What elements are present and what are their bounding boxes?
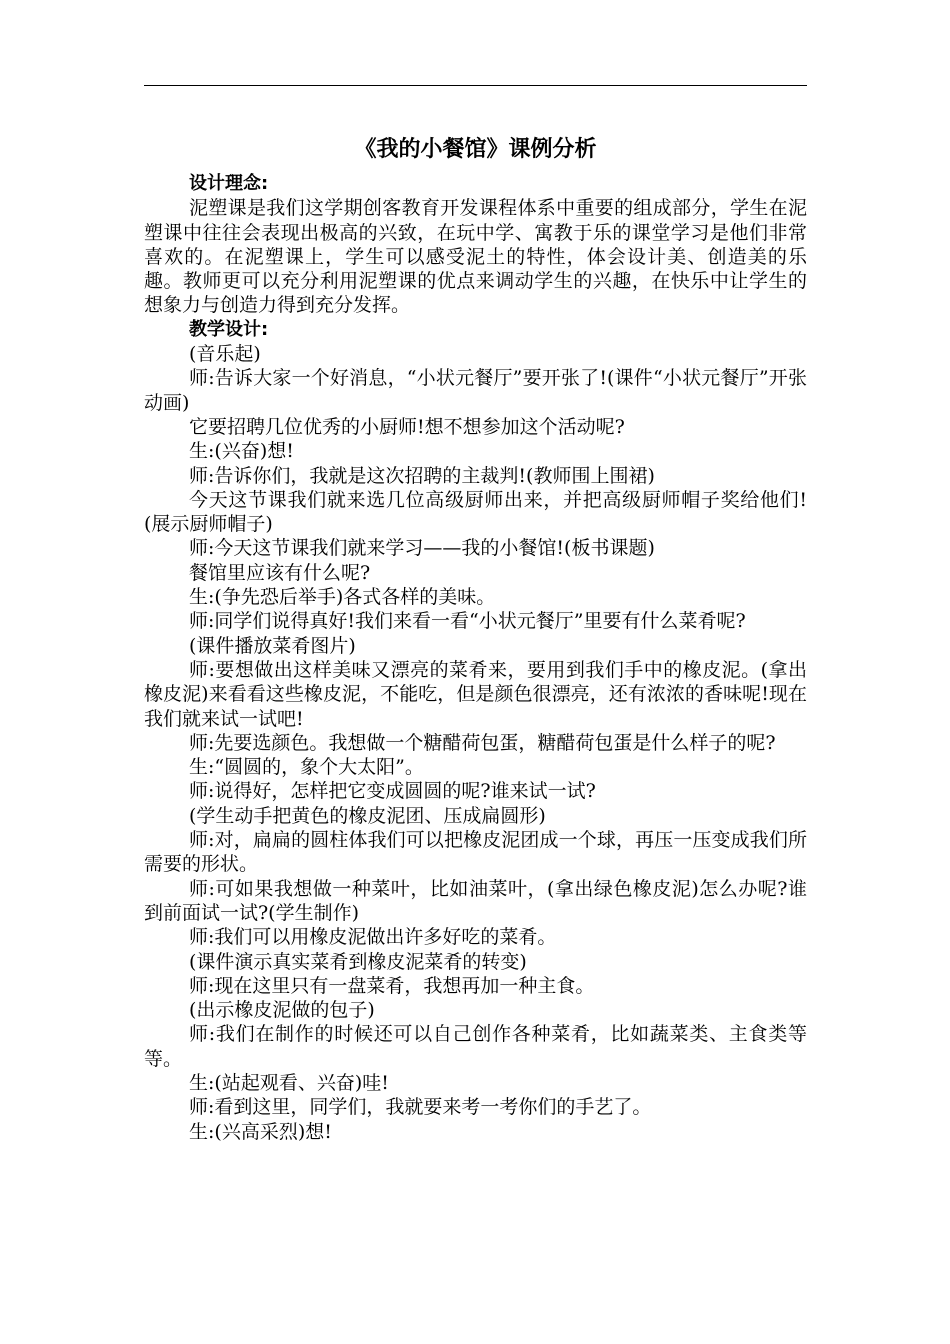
paragraph: 它要招聘几位优秀的小厨师!想不想参加这个活动呢? <box>189 415 625 438</box>
paragraph: 生:“圆圆的，象个大太阳”。 <box>189 756 424 779</box>
header-rule <box>144 85 807 86</box>
paragraph: (出示橡皮泥做的包子) <box>189 999 375 1022</box>
paragraph: 师:我们在制作的时候还可以自己创作各种菜肴，比如蔬菜类、主食类等等。 <box>144 1023 807 1070</box>
paragraph: 师:现在这里只有一盘菜肴，我想再加一种主食。 <box>189 974 595 997</box>
paragraph: 生:(站起观看、兴奋)哇! <box>189 1071 389 1094</box>
paragraph: 泥塑课是我们这学期创客教育开发课程体系中重要的组成部分，学生在泥塑课中往往会表现出极高的兴致，在玩中学、寓教于乐的课堂学习是他们非常喜欢的。在泥塑课上，学生可以感受泥土的特性，体会设计美、创造美的乐趣。教师更可以充分利用泥塑课的优点来调动学生的兴趣，在快乐中让学生的想象力与创造力得到充分发挥。 <box>144 197 807 317</box>
paragraph: 师:今天这节课我们就来学习——我的小餐馆!(板书课题) <box>189 537 655 560</box>
paragraph: 师:要想做出这样美味又漂亮的菜肴来，要用到我们手中的橡皮泥。(拿出橡皮泥)来看看这些橡皮泥，不能吃，但是颜色很漂亮，还有浓浓的香味呢!现在我们就来试一试吧! <box>144 658 807 730</box>
paragraph: 师:告诉你们，我就是这次招聘的主裁判!(教师围上围裙) <box>189 464 655 487</box>
paragraph: 生:(争先恐后举手)各式各样的美味。 <box>189 586 496 609</box>
paragraph: 师:看到这里，同学们，我就要来考一考你们的手艺了。 <box>189 1096 652 1119</box>
paragraph: 餐馆里应该有什么呢? <box>189 561 371 584</box>
paragraph: (课件演示真实菜肴到橡皮泥菜肴的转变) <box>189 950 527 973</box>
section-heading-teaching-design: 教学设计: <box>189 318 269 340</box>
paragraph: 师:告诉大家一个好消息，“小状元餐厅”要开张了!(课件“小状元餐厅”开张动画) <box>144 367 807 414</box>
paragraph: 今天这节课我们就来选几位高级厨师出来，并把高级厨师帽子奖给他们!(展示厨师帽子) <box>144 488 807 536</box>
paragraph: 师:对，扁扁的圆柱体我们可以把橡皮泥团成一个球，再压一压变成我们所需要的形状。 <box>144 829 807 876</box>
paragraph: 生:(兴高采烈)想! <box>189 1120 332 1143</box>
paragraph: 师:同学们说得真好!我们来看一看“小状元餐厅”里要有什么菜肴呢? <box>189 610 746 633</box>
document-title: 《我的小餐馆》课例分析 <box>354 137 597 162</box>
document-body <box>144 172 807 1144</box>
paragraph: (音乐起) <box>189 343 261 366</box>
paragraph: (课件播放菜肴图片) <box>189 634 356 657</box>
paragraph: 生:(兴奋)想! <box>189 440 294 463</box>
paragraph: 师:可如果我想做一种菜叶，比如油菜叶，(拿出绿色橡皮泥)怎么办呢?谁到前面试一试?(学生制作) <box>144 877 807 924</box>
paragraph: 师:说得好，怎样把它变成圆圆的呢?谁来试一试? <box>189 780 596 803</box>
paragraph: 师:我们可以用橡皮泥做出许多好吃的菜肴。 <box>189 926 557 949</box>
paragraph: (学生动手把黄色的橡皮泥团、压成扁圆形) <box>189 804 546 827</box>
section-heading-design-concept: 设计理念: <box>189 173 269 194</box>
paragraph: 师:先要选颜色。我想做一个糖醋荷包蛋，糖醋荷包蛋是什么样子的呢? <box>189 731 776 754</box>
